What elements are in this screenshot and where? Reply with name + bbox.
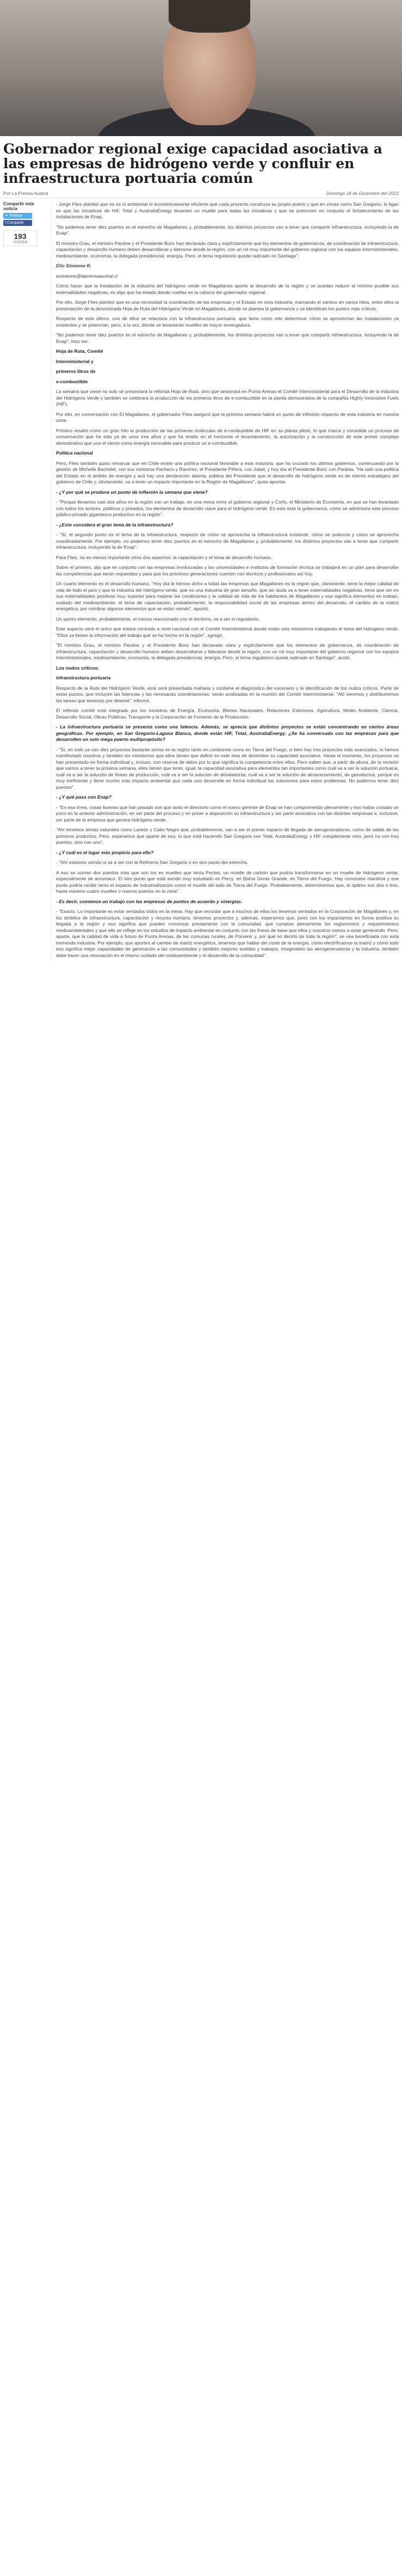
facebook-label: Compartir: [7, 221, 24, 225]
paragraph: "No podemos tener diez puertos en el estrecho de Magallanes y, probablemente, los distintos proyectos van a tener que compartir infraestructura, incluyendo la de Enap", hizo ver.: [56, 332, 399, 344]
paragraph: Un quinto elemento, probablemente, el menos reaccionado con el territorio, va a ser el regulatorio.: [56, 616, 260, 622]
facebook-share-button[interactable]: [3, 220, 32, 226]
paragraph: - "Porque llevamos casi dos años en la región con un trabajo, en una mesa entre el gobierno regional y Corfo, el Ministerio de Economía, en que se han levantado con todos los actores, públicos y privados, los elementos de desarrollo clave para el hidrógeno verde. En esto está la gobernanza, cómo se administra este proceso público-privado gigantesco productivo en la región".: [56, 499, 399, 517]
visits-label: VISITAS: [13, 241, 28, 244]
paragraph: Respecto de la Ruta del Hidrógeno Verde, está será presentada mañana y contiene el diagnóstico del escenario y la identificación de los nudos críticos. Parte de estos puntos, que incluyen las falencias y las necesarias coordinaciones, serán analizadas en la reunión del Comité Interministerial. "Allí veremos y distribuiremos las tareas que tenemos por delante", informó.: [56, 685, 399, 703]
interview-question: - La infraestructura portuaria se presenta como una falencia. Además, se aprecia que distintos proyectos se están concentrando en ciertos áreas geográficas. Por ejemplo, en San Gregorio-Laguna Blanca, donde están HIF, Total, AustraliaEnergy. ¿Se ha conversado con las empresas para que desarrollen un solo mega puerto multipropósito?: [56, 724, 399, 742]
paragraph: - "Exacto. Lo importante es estar sentados todos en la mesa. Hay que recordar que a muchos de ellos los tenemos sentados en la Corporación de Magallanes y, en los ámbitos de infraestructura, capacitación y recurso humano, tenemos proyectos y, además, esperamos que, junto con los impactamos en forma positiva su llegada a la región y eso significa que pueden conversar previamente con la comunidad, que cumplan plenamente los reglamentos y requerimientos medioambientales y que ello se refleje en los estudios de impacto ambiental en conjunto con las líneas de base que ellos y nosotros vamos a estar generando. Pero, aparte, que la calidad de vida a futuro de Punta Arenas, de las comunas rurales, de Porvenir y, por qué no decirlo de toda la región", se vea beneficiada con esta tremenda industria. Por ejemplo, que aporten al cambio de matriz energética, tenemos que hablar del costo de la energía, cómo electrificamos la matriz y cómo todo eso significa mejor capacidades de generación a las comunidades y también mejores sueldos y trabajos. Imaginatelo las aerogeneradoras y la industria; también debe hacer una renovación en el mismo cuidado del medioambiente y el desarrollo de la comunidad".: [56, 909, 399, 958]
paragraph: "No podemos tener diez puertos en el estrecho de Magallanes y, probablemente, los distintos proyectos van a tener que compartir infraestructura, incluyendo la de Enap".: [56, 224, 399, 236]
paragraph: Respecto de este último, uno de ellos se relaciona con la infraestructura portuaria, que tiene como reto determinar cómo se aprovechan las instalaciones ya existentes y se potencian, pero, a la vez, dónde se levantarán muelles de mayor envergadura.: [56, 316, 399, 328]
byline: [3, 189, 399, 198]
section-heading: Hoja de Ruta, Comité: [56, 348, 103, 354]
interview-question: - Es decir, comience un trabajo con las empresas de puntos de acuerdo y sinergias.: [56, 898, 243, 904]
twitter-label: Twittear: [9, 214, 23, 218]
paragraph: Un cuarto elemento es el desarrollo humano. "Hoy día le hemos dicho a todas las empresas que Magallanes es la región que, claramente, tiene la mejor calidad de vida de todo el país y que la industria del hidrógeno verde, que es una industria de gran tamaño, que sin duda va a tener externalidades negativas, tiene que ver en sus externalidades positivas muy superior para mejorar las condiciones y la calidad de vida de los habitantes de Magallanes y eso significa elementos en trabajo, cuidado del medioambiente, el tema de capacitación, probablemente, la responsabilidad social de las empresas dentro del desarrollo, el cambio de la matriz energética, por nombrar algunos elementos que se están viendo", apuntó.: [56, 581, 399, 611]
section-heading: e-combustible: [56, 378, 88, 384]
paragraph: Sobre el primero, dijo que en conjunto con las empresas involucradas y las universidades e institutos de formación técnica se trabajará en un plan para desarrollar las competencias que serán requeridas y para que los próximos generaciones cuenten con técnicos y profesionales así hoy.: [56, 565, 399, 576]
paragraph: "El ministro Grau, el ministro Pardow y el Presidente Boric han declarado clara y explícitamente que los elementos de gobernanza, de coordinación de infraestructura, capacitación y desarrollo humano deben desarrollarse y liderarse desde la región, con un rol muy importante del gobierno regional con los equipos interministeriales, medioambiente, economía, la delegada presidencial, energía. Pero, el tema regulatorio queda radicado en Santiago", acotó.: [56, 642, 399, 660]
paragraph: - "Sí, en todo ya van diez proyectos bastante serios en la región tanto en continente como en Tierra del Fuego, si bien hay tres proyectos más avanzados, lo hemos manifestado nosotros y también los ministerios que ellos tienen que definir en este mes de diciembre su capacidad asociativa. Hasta el momento, los proyectos se han presentado en forma individual y, incluso, con reserva de datos por lo que significa la competencia entre ellos. Pero saben que, a partir de ahora, de la revisión que vamos a tener la próxima semana, ellos tienen que tener, igual, la capacidad asociativa para elementos tan importantes como cuál va a ser la solución portuaria, cuál va a ser la solución de líneas de producción, cuál va a ser la solución de desaladoras, cuál va a ser la solución de almacenamiento, de gasoductos, porque es muy ineficiente y tiene mucho más impacto ambiental que cada uno desarrolle en forma individual las soluciones para estos problemas. No podemos tener diez puertos".: [56, 746, 399, 790]
paragraph: - Jorge Flies planteó que no es ni ambiental ni económicamente eficiente que cada proyecto construya su propio puerto y que en zonas como San Gregorio, lo ligan es que las iniciativas de HIF, Total y AustraliaEnergy levanten un muelle para todas las iniciativas y que se potencien en conjunto el fortalecimiento de las instalaciones de Enap.: [56, 201, 399, 219]
visits-count: 193: [14, 232, 27, 241]
paragraph: Para Flies, no es menos importante otros dos aspectos: la capacitación y el tema de desarrollo humano.: [56, 554, 272, 560]
photo-hair: [169, 0, 250, 33]
paragraph: Pero, Flies también quiso remarcar que en Chile existe una política nacional favorable a esta industria, que ha cruzado los últimos gobiernos, comenzando por la gestión de Michelle Bachelet, con sus ministros Pacheco y Ramírez; el Presidente Piñera, con Jobet; y hoy día el Presidente Boric con Pardow. "Ha sido una política del Estado en el ámbito de energía y acá hay una declaración abierta, pública del Presidente que el desarrollo de hidrógeno verde es de interés estratégico del gobierno de Chile y, obviamente, va a tener un impacto importante en la Región de Magallanes", quiso apuntar.: [56, 460, 399, 484]
article-title: Gobernador regional exige capacidad asociativa a las empresas de hidrógeno verde y confluir en infraestructura portuaria común: [3, 141, 382, 186]
paragraph: El referido comité está integrado por los ministros de Energía, Economía, Bienes Nacionales, Relaciones Exteriores, Agricultura, Medio Ambiente, Ciencia, Desarrollo Social, Obras Públicas, Transporte y la Corporación de Fomento de la Producción.: [56, 708, 399, 720]
interview-question: - ¿Y por qué se produce un punto de inflexión la semana que viene?: [56, 489, 208, 495]
section-heading: primeros litros de: [56, 369, 96, 374]
section-heading: Los nudos críticos:: [56, 665, 100, 671]
section-heading: infraestructura portuaria: [56, 675, 111, 680]
paragraph: - "Ahí estamos viendo si va a ser con la Refinería San Gregorio o en otro punto del estrecho.: [56, 860, 249, 865]
paragraph: Por ello, Jorge Flies planteó que es una necesidad la coordinación de las empresas y el Estado en esta industria, marcando el camino en varios hitos, entre ellos la presentación de la denominada Hoja de Ruta del Hidrógeno Verde en Magallanes, donde se plantea la gobernanza y se identifican los puntos más críticos.: [56, 299, 399, 311]
article-body: [51, 201, 399, 962]
section-heading: Política nacional: [56, 450, 93, 456]
facebook-icon: f: [5, 221, 7, 225]
paragraph: - "Sí, el segundo punto es el tema de la infraestructura, respecto de cómo se aprovecha la infraestructura existente, cómo se potencia y cómo se aprovecha coordinadamente. Por ejemplo, no podemos tener diez puertos en el estrecho de Magallanes y, probablemente, los distintos proyectos van a tener que compartir infraestructura, incluyendo la de Enap".: [56, 532, 399, 550]
interview-question: - ¿Esto considera el gran tema de la infraestructura?: [56, 522, 174, 528]
hero-photo: [0, 0, 402, 136]
paragraph: La semana que viene no solo se presentará la referida Hoja de Ruta, sino que sesionará en Punta Arenas el Comité Interministerial para el Desarrollo de la Industria del Hidrógeno Verde y también se celebrará la producción de los primeros litros de e-combustible en la planta demostrativa de la compañía Highly Innovative Fuels (HIF).: [56, 389, 399, 407]
visits-counter: [3, 230, 37, 246]
paragraph: "Ahí tenemos temas naturales como Laredo y Cabo Negro que, probablemente, van a ser el primer espacio de llegada de aerogeneradores, como de salida de los primeros productos. Pero, esperamos que aparte de eso, lo que está haciendo San Gregorio con Total, AustraliaEnergy y HIF complemente esto, pero no con tres puertos, sino con uno".: [56, 827, 399, 845]
paragraph: El ministro Grau, el ministro Pardow y el Presidente Boric han declarado clara y explícitamente que los elementos de gobernanza, de coordinación de infraestructura, capacitación y desarrollo humano deben desarrollarse y liderarse desde la región, con un rol muy importante del gobierno regional con los equipos interministeriales, medioambiente, economía, la delegada presidencial, energía. Pero, el tema regulatorio queda radicado en Santiago".: [56, 240, 399, 259]
interview-question: - ¿Y qué pasa con Enap?: [56, 794, 112, 800]
paragraph: Este aspecto será el único que estará centrado a nivel nacional con el Comité Interministerial donde están seis ministerios trabajando el tema del hidrógeno verde. "Ellos ya tienen la información del trabajo que se ha hecho en la región", agregó.: [56, 626, 399, 638]
section-heading: Interministerial y: [56, 358, 94, 364]
article-author: Por La Prensa Austral: [3, 191, 48, 196]
interview-question: - ¿Y cuál es el lugar más propicio para ello?: [56, 849, 154, 855]
twitter-share-button[interactable]: [3, 213, 32, 219]
paragraph: Elio Simeone R.: [56, 263, 91, 268]
paragraph: - "En esa línea, cosas buenas que han pasado son que tanto el directorio como el nuevo gerente de Enap se han comprometido plenamente y eso había costado un poco en la anterior administración; en ser parte del proceso y en poner a disposición su infraestructura y ser parte asociativa con las distintas empresas e, inclusive, ser parte de la empresa que genera hidrógeno verde.: [56, 804, 399, 823]
share-label: Compartir esta noticia: [3, 201, 34, 211]
paragraph: Cómo hacer que la instalación de la industria del hidrógeno verde en Magallanes aporte al desarrollo de la región y se puedan reducir al mínimo posible sus externalidades negativas, es algo que ha estado dando vueltas en la cabeza del gobernador regional.: [56, 283, 399, 295]
share-sidebar: [3, 201, 46, 962]
twitter-icon: ✦: [5, 214, 9, 218]
article-layout: [3, 201, 399, 962]
paragraph: A eso se suman dos puertos más que son los ex muelles que tenía Pecket, un muelle de carbón que podría transformarse en un muelle de hidrógeno verde, especialmente de amoníaco. El otro punto que está siendo muy estudiado es Percy, en Bahía Gente Grande, en Tierra del Fuego. Hay concesión marítima y ese punto podría recibir tanto el espacio de industrialización como el muelle del lado de Tierra del Fuego. Probablemente, determinemos que, lo óptimo son dos o tres, hasta máximo cuatro muelles o nuevos puertos en la zona".: [56, 869, 399, 894]
article-date: Domingo 18 de Diciembre del 2022: [326, 191, 399, 196]
paragraph: esimeone@laprensaaustral.cl: [56, 273, 118, 279]
paragraph: Primero resaltó cómo un gran hito la producción de las primeras moléculas de e-combustible de HIF en su planta piloto, lo que marca y consolida un proceso de conversación que ha sido ya de unos tres años y que ha tenido en el horizonte el levantamiento, la autorización y la construcción de este primer complejo demostrativo que una el viento como energía renovable para producir un e-combustible.: [56, 427, 399, 446]
paragraph: Por ello, en conversación con El Magallanes, el gobernador Flies aseguró que la próxima semana habrá un punto de inflexión respecto de esta industria en nuestra zona.: [56, 411, 399, 423]
